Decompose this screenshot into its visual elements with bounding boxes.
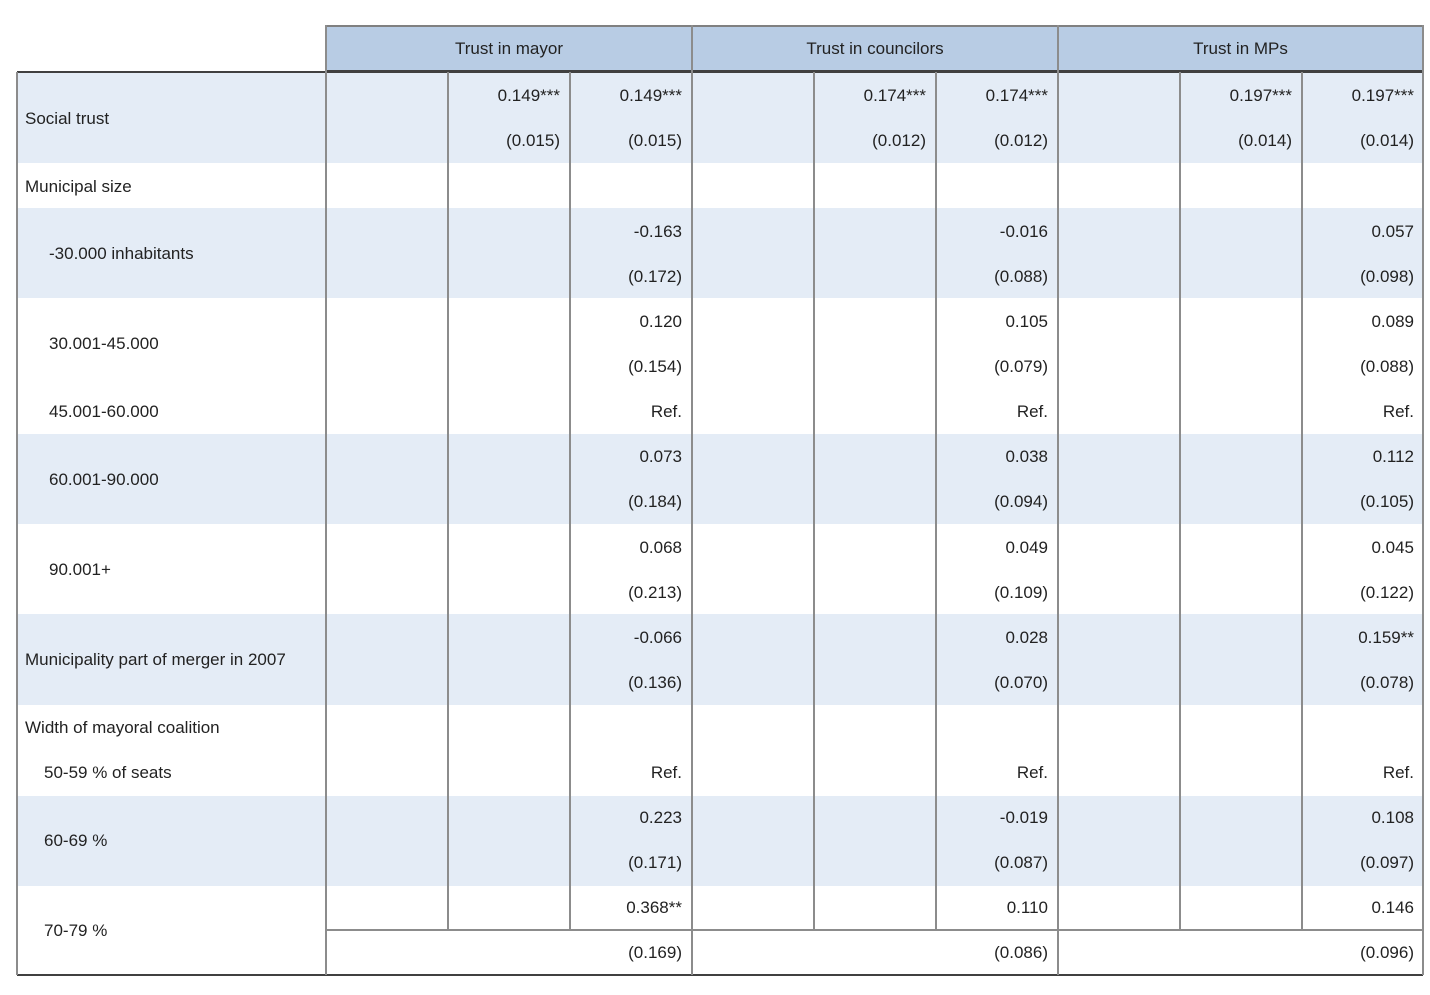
cell-se: (0.012) bbox=[994, 131, 1048, 150]
cell-coef: 0.120 bbox=[639, 312, 682, 331]
cell-se: (0.088) bbox=[1360, 357, 1414, 376]
table-bottom-rule bbox=[17, 974, 1423, 976]
cell-coef: 0.089 bbox=[1371, 312, 1414, 331]
cell-se: (0.096) bbox=[1360, 943, 1414, 962]
row-label-coal-2: 60-69 % bbox=[44, 831, 108, 850]
cell-coef: 0.197*** bbox=[1351, 86, 1414, 105]
cell-coef: 0.223 bbox=[639, 808, 682, 827]
label-column-border bbox=[325, 25, 327, 975]
cell-ref: Ref. bbox=[1382, 763, 1414, 782]
cell-ref: Ref. bbox=[1382, 402, 1414, 421]
cell-coef: 0.049 bbox=[1005, 538, 1048, 557]
cell-coef: 0.105 bbox=[1005, 312, 1048, 331]
cell-coef: 0.197*** bbox=[1229, 86, 1292, 105]
row-label-size-1: -30.000 inhabitants bbox=[49, 244, 194, 263]
cell-coef: 0.174*** bbox=[863, 86, 926, 105]
model-divider-mps-1 bbox=[1179, 72, 1181, 930]
cell-se: (0.012) bbox=[872, 131, 926, 150]
cell-se: (0.172) bbox=[628, 267, 682, 286]
header-bottom-rule bbox=[17, 71, 1423, 73]
cell-se: (0.154) bbox=[628, 357, 682, 376]
row-label-merger: Municipality part of merger in 2007 bbox=[25, 650, 286, 669]
column-header-mayor: Trust in mayor bbox=[326, 25, 692, 72]
cell-se: (0.122) bbox=[1360, 583, 1414, 602]
cell-se: (0.136) bbox=[628, 673, 682, 692]
column-header-councilors: Trust in councilors bbox=[692, 25, 1058, 72]
model-divider-mayor-1 bbox=[447, 72, 449, 930]
row-label-coalition: Width of mayoral coalition bbox=[25, 718, 220, 737]
cell-coef: 0.112 bbox=[1372, 447, 1414, 466]
cell-coef: 0.028 bbox=[1005, 628, 1048, 647]
table-left-border bbox=[16, 72, 18, 975]
model-divider-coun-1 bbox=[813, 72, 815, 930]
group-divider-2 bbox=[1057, 25, 1059, 975]
group-divider-1 bbox=[691, 25, 693, 975]
row-label-social-trust: Social trust bbox=[25, 109, 110, 128]
cell-coef: 0.149*** bbox=[497, 86, 560, 105]
cell-se: (0.087) bbox=[994, 853, 1048, 872]
row-label-size-5: 90.001+ bbox=[49, 560, 111, 579]
cell-se: (0.171) bbox=[628, 853, 682, 872]
cell-ref: Ref. bbox=[650, 763, 682, 782]
cell-coef: 0.108 bbox=[1371, 808, 1414, 827]
cell-ref: Ref. bbox=[650, 402, 682, 421]
cell-se: (0.169) bbox=[628, 943, 682, 962]
cell-coef: 0.038 bbox=[1005, 447, 1048, 466]
cell-se: (0.088) bbox=[994, 267, 1048, 286]
model-divider-mps-2 bbox=[1301, 72, 1303, 930]
cell-coef: 0.149*** bbox=[619, 86, 682, 105]
cell-coef: 0.045 bbox=[1371, 538, 1414, 557]
row-label-coal-3: 70-79 % bbox=[44, 921, 108, 940]
cell-ref: Ref. bbox=[1016, 402, 1048, 421]
cell-se: (0.105) bbox=[1360, 492, 1414, 511]
cell-coef: -0.019 bbox=[999, 808, 1048, 827]
cell-se: (0.086) bbox=[994, 943, 1048, 962]
cell-coef: 0.146 bbox=[1371, 898, 1414, 917]
row-label-coal-1: 50-59 % of seats bbox=[44, 763, 172, 782]
last-row-divider bbox=[326, 929, 1423, 931]
cell-se: (0.078) bbox=[1360, 673, 1414, 692]
cell-se: (0.014) bbox=[1360, 131, 1414, 150]
cell-ref: Ref. bbox=[1016, 763, 1048, 782]
cell-se: (0.079) bbox=[994, 357, 1048, 376]
cell-coef: -0.066 bbox=[633, 628, 682, 647]
model-divider-coun-2 bbox=[935, 72, 937, 930]
row-band-size-4 bbox=[17, 434, 1422, 524]
cell-se: (0.184) bbox=[628, 492, 682, 511]
model-divider-mayor-2 bbox=[569, 72, 571, 930]
row-label-municipal-size: Municipal size bbox=[25, 177, 132, 196]
table-right-border bbox=[1422, 25, 1424, 975]
row-label-size-2: 30.001-45.000 bbox=[49, 334, 159, 353]
cell-coef: 0.057 bbox=[1371, 222, 1414, 241]
cell-coef: 0.368** bbox=[626, 898, 682, 917]
cell-se: (0.213) bbox=[628, 583, 682, 602]
cell-coef: 0.174*** bbox=[985, 86, 1048, 105]
cell-coef: 0.110 bbox=[1006, 898, 1048, 917]
cell-coef: 0.073 bbox=[639, 447, 682, 466]
cell-se: (0.094) bbox=[994, 492, 1048, 511]
cell-coef: 0.159** bbox=[1358, 628, 1414, 647]
cell-se: (0.015) bbox=[506, 131, 560, 150]
cell-se: (0.109) bbox=[994, 583, 1048, 602]
cell-coef: -0.163 bbox=[633, 222, 682, 241]
cell-coef: -0.016 bbox=[999, 222, 1048, 241]
column-header-mps: Trust in MPs bbox=[1058, 25, 1423, 72]
cell-se: (0.098) bbox=[1360, 267, 1414, 286]
row-label-size-3: 45.001-60.000 bbox=[49, 402, 159, 421]
cell-se: (0.015) bbox=[628, 131, 682, 150]
cell-coef: 0.068 bbox=[639, 538, 682, 557]
row-band-size-1 bbox=[17, 208, 1422, 298]
row-label-size-4: 60.001-90.000 bbox=[49, 470, 159, 489]
cell-se: (0.097) bbox=[1360, 853, 1414, 872]
row-band-coal-2 bbox=[17, 796, 1422, 886]
cell-se: (0.070) bbox=[994, 673, 1048, 692]
cell-se: (0.014) bbox=[1238, 131, 1292, 150]
